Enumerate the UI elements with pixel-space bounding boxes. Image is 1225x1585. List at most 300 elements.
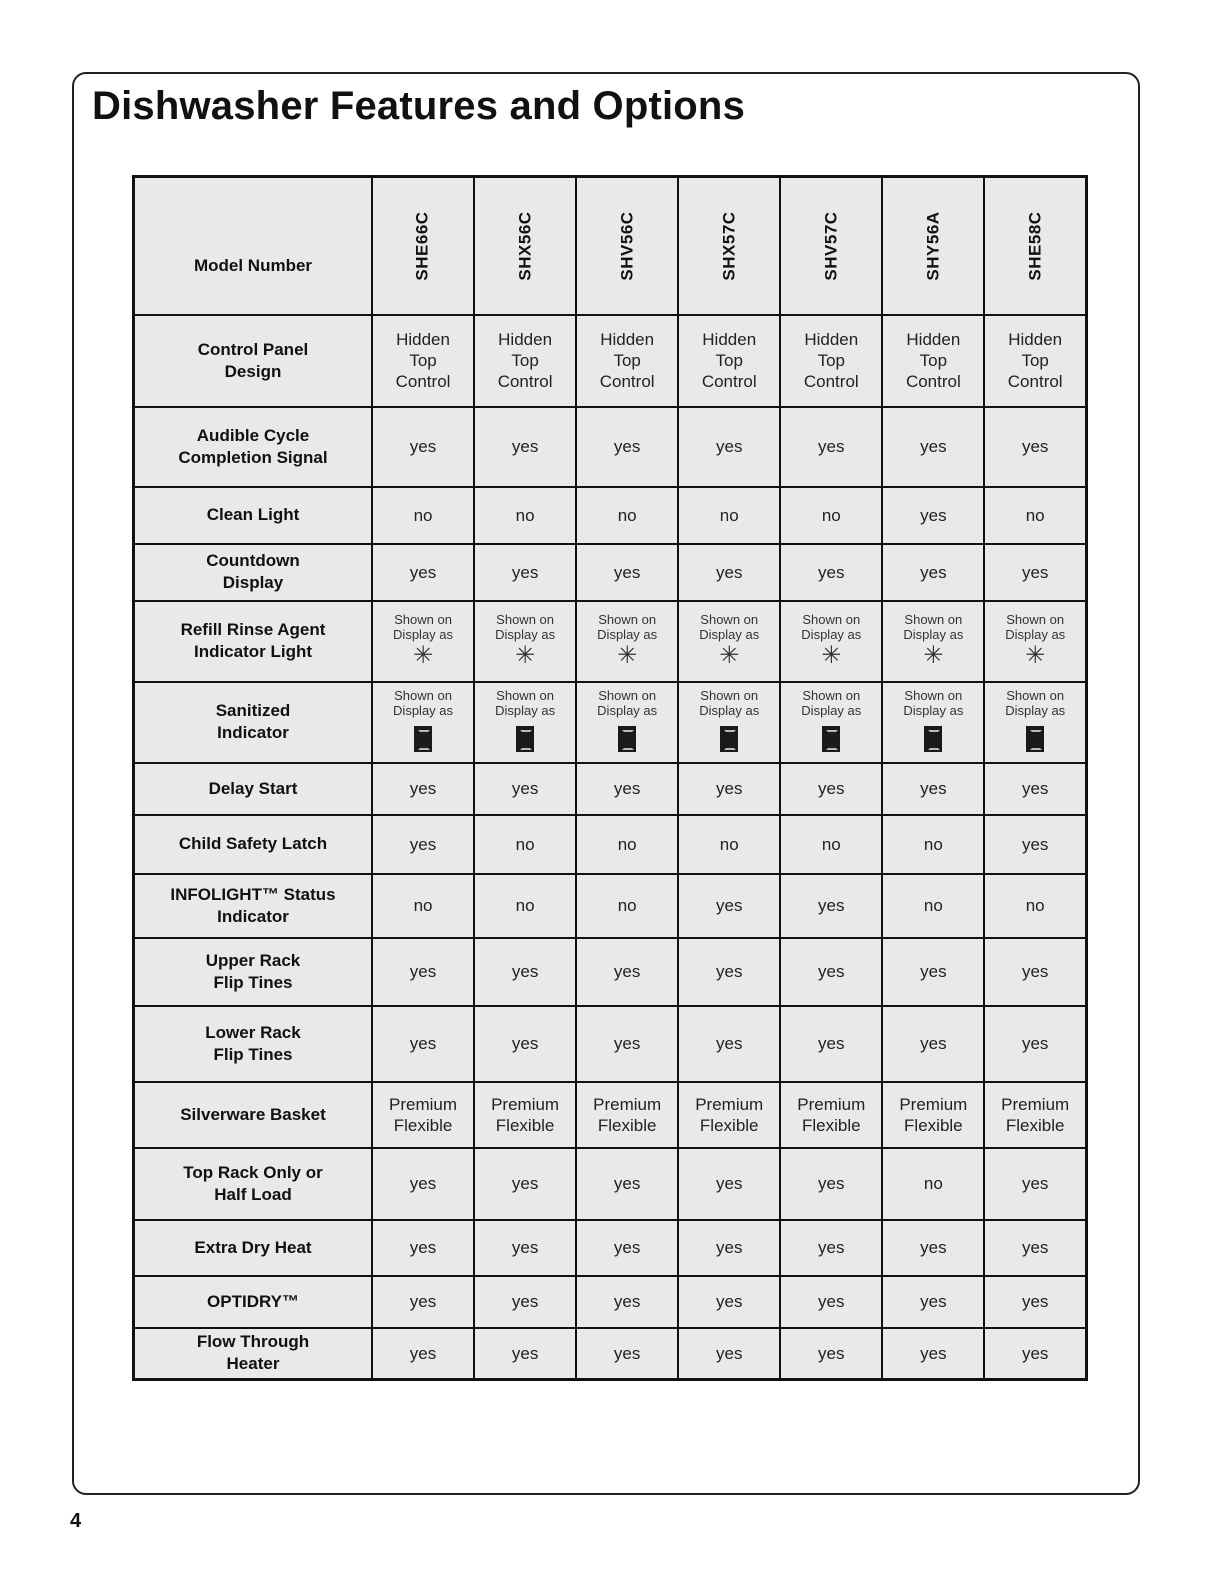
feature-value: yes	[818, 1343, 845, 1363]
feature-value-cell	[678, 1328, 780, 1380]
feature-value: no	[821, 505, 841, 525]
feature-value: yes	[613, 1238, 641, 1257]
feature-value-line: Premium	[1001, 1094, 1070, 1114]
feature-value-line: Premium	[797, 1094, 866, 1114]
feature-value-cell	[474, 1082, 576, 1148]
model-name: SHE58C	[1025, 211, 1045, 281]
feature-value: no	[617, 834, 637, 854]
model-header-cell	[576, 177, 678, 315]
model-name: SHV56C	[617, 211, 637, 281]
model-name: SHX56C	[515, 211, 535, 281]
feature-value-line: Flexible	[495, 1115, 555, 1135]
feature-value-cell	[576, 763, 678, 815]
feature-value-line: Flexible	[1005, 1115, 1065, 1135]
feature-value-cell	[372, 682, 474, 763]
display-note-line1: Shown on	[496, 612, 554, 627]
feature-label-line: Design	[224, 361, 282, 381]
feature-label-line: Half Load	[214, 1184, 292, 1204]
sanitized-s-icon	[1026, 726, 1044, 752]
feature-value-cell	[474, 1220, 576, 1276]
feature-value-cell	[780, 544, 882, 601]
feature-label-line: Flip Tines	[213, 972, 293, 992]
feature-value-cell	[780, 407, 882, 487]
feature-label-line: Display	[222, 573, 284, 592]
feature-value-line: Premium	[389, 1094, 458, 1114]
model-number-label: Model Number	[134, 177, 373, 315]
feature-label-line: INFOLIGHT™ Status	[170, 884, 336, 904]
feature-value-line: Flexible	[904, 1115, 963, 1135]
feature-value: no	[923, 834, 943, 854]
feature-label-line: Top Rack Only or	[183, 1162, 323, 1182]
feature-value-cell	[984, 1220, 1086, 1276]
feature-value: yes	[511, 1238, 539, 1257]
model-header-cell	[780, 177, 882, 315]
feature-value-line: Hidden	[600, 330, 655, 349]
feature-value: yes	[613, 962, 641, 981]
feature-value-cell	[984, 1328, 1086, 1380]
feature-value-cell	[780, 1082, 882, 1148]
feature-value: no	[515, 505, 535, 525]
feature-value-cell	[678, 1148, 780, 1220]
display-note-line1: Shown on	[598, 612, 657, 627]
feature-value: yes	[1021, 779, 1049, 798]
feature-value-cell	[576, 601, 678, 682]
feature-label	[134, 1148, 373, 1220]
feature-value: yes	[715, 1292, 743, 1311]
feature-value-cell	[474, 315, 576, 407]
feature-value-line: Flexible	[801, 1115, 861, 1135]
feature-value-cell	[372, 1148, 474, 1220]
feature-value: yes	[511, 1174, 539, 1193]
display-note-line1: Shown on	[700, 612, 759, 627]
feature-value: no	[617, 896, 637, 915]
feature-row	[134, 1276, 1087, 1328]
feature-value: yes	[715, 437, 743, 456]
feature-value-line: Premium	[899, 1094, 968, 1114]
feature-value: yes	[1021, 962, 1049, 981]
feature-value-cell	[984, 682, 1086, 763]
rinse-agent-asterisk-icon: ✳	[923, 642, 944, 669]
feature-value: yes	[409, 779, 437, 798]
feature-value-cell	[984, 601, 1086, 682]
feature-value-line: Top	[1021, 351, 1049, 370]
feature-value-cell	[984, 763, 1086, 815]
feature-value-cell	[678, 815, 780, 874]
feature-value-cell	[576, 938, 678, 1006]
feature-row	[134, 407, 1087, 487]
model-name: SHE66C	[413, 211, 433, 281]
feature-value-cell	[576, 1082, 678, 1148]
feature-label-line: Upper Rack	[205, 950, 301, 970]
feature-value: no	[719, 834, 739, 854]
feature-value-line: Control	[905, 372, 961, 391]
feature-value: yes	[1021, 1292, 1049, 1311]
feature-value: yes	[409, 1034, 437, 1053]
feature-value-cell	[474, 407, 576, 487]
display-note-line1: Shown on	[496, 687, 554, 703]
feature-value-cell	[678, 1082, 780, 1148]
feature-value-cell	[882, 1220, 984, 1276]
feature-label-line: Silverware Basket	[180, 1104, 326, 1124]
feature-value-cell	[474, 815, 576, 874]
feature-value: yes	[613, 1034, 641, 1053]
feature-value-cell	[372, 1082, 474, 1148]
feature-value-cell	[780, 1006, 882, 1082]
feature-value: yes	[715, 779, 743, 798]
feature-value: no	[515, 896, 535, 915]
feature-value-cell	[576, 407, 678, 487]
feature-value-cell	[984, 938, 1086, 1006]
feature-value-cell	[780, 315, 882, 407]
model-header-cell	[984, 177, 1086, 315]
display-note-line2: Display as	[495, 627, 556, 642]
feature-label	[134, 1220, 373, 1276]
feature-value: yes	[1021, 1238, 1049, 1257]
feature-value-cell	[678, 682, 780, 763]
feature-label	[134, 315, 373, 407]
feature-label	[134, 682, 373, 763]
display-note-line1: Shown on	[1006, 612, 1065, 627]
feature-value-cell	[576, 682, 678, 763]
display-note-line1: Shown on	[598, 687, 657, 703]
sanitized-s-icon	[618, 726, 636, 752]
feature-value: yes	[511, 437, 539, 456]
feature-value-cell	[678, 487, 780, 544]
sanitized-s-icon	[720, 726, 738, 752]
feature-value: yes	[613, 562, 641, 582]
feature-label-line: Heater	[226, 1354, 280, 1374]
feature-value: yes	[818, 1174, 845, 1193]
feature-row	[134, 938, 1087, 1006]
feature-value-cell	[372, 487, 474, 544]
feature-label	[134, 874, 373, 938]
feature-value-cell	[372, 407, 474, 487]
feature-value-cell	[780, 938, 882, 1006]
feature-value: yes	[715, 1174, 743, 1193]
feature-value: yes	[818, 896, 845, 915]
feature-value: yes	[1021, 1343, 1049, 1363]
feature-value-cell	[882, 763, 984, 815]
feature-label	[134, 601, 373, 682]
rinse-agent-asterisk-icon: ✳	[1025, 642, 1046, 669]
feature-value-cell	[372, 601, 474, 682]
feature-value-cell	[474, 487, 576, 544]
feature-value-line: Control	[599, 372, 655, 391]
feature-value: yes	[511, 1292, 539, 1311]
feature-value-cell	[474, 601, 576, 682]
feature-value-cell	[780, 815, 882, 874]
feature-value: no	[719, 505, 739, 525]
feature-label	[134, 815, 373, 874]
feature-value-cell	[576, 1006, 678, 1082]
page-title: Dishwasher Features and Options	[92, 84, 746, 128]
model-name: SHX57C	[719, 211, 739, 281]
rinse-agent-asterisk-icon: ✳	[719, 642, 740, 669]
feature-value-cell	[474, 544, 576, 601]
feature-value-cell	[576, 487, 678, 544]
feature-value-cell	[882, 874, 984, 938]
feature-value: yes	[715, 1034, 743, 1053]
feature-value: yes	[511, 779, 539, 798]
feature-value-line: Control	[803, 372, 859, 391]
rinse-agent-asterisk-icon: ✳	[617, 642, 638, 669]
feature-value-cell	[474, 1148, 576, 1220]
feature-label-line: Completion Signal	[178, 447, 328, 467]
feature-label	[134, 938, 373, 1006]
feature-value: yes	[818, 779, 845, 798]
feature-row	[134, 1082, 1087, 1148]
feature-row	[134, 601, 1087, 682]
display-note-line1: Shown on	[700, 687, 759, 703]
feature-value-line: Hidden	[1008, 330, 1063, 349]
feature-value-cell	[882, 1328, 984, 1380]
feature-label-line: Lower Rack	[205, 1022, 301, 1042]
feature-value: yes	[613, 1343, 641, 1363]
display-note-line1: Shown on	[394, 687, 452, 703]
feature-value-cell	[372, 315, 474, 407]
feature-value: yes	[920, 562, 947, 582]
feature-value-cell	[678, 1276, 780, 1328]
feature-value-line: Hidden	[804, 330, 859, 349]
feature-value-cell	[678, 544, 780, 601]
feature-value-cell	[678, 1220, 780, 1276]
display-note-line1: Shown on	[904, 687, 963, 703]
feature-value-line: Control	[395, 372, 451, 391]
feature-value-line: Top	[715, 351, 743, 370]
feature-value-cell	[882, 1082, 984, 1148]
sanitized-s-icon	[822, 726, 840, 752]
features-table	[132, 175, 1088, 1381]
feature-value-line: Hidden	[396, 330, 450, 349]
feature-value-cell	[372, 938, 474, 1006]
feature-value: yes	[715, 962, 743, 981]
feature-label	[134, 1328, 373, 1380]
feature-value-cell	[780, 1148, 882, 1220]
feature-value-line: Flexible	[699, 1115, 759, 1135]
feature-value-cell	[576, 544, 678, 601]
display-note-line1: Shown on	[904, 612, 963, 627]
display-note-line2: Display as	[801, 627, 862, 642]
feature-label	[134, 1006, 373, 1082]
feature-value-cell	[576, 1276, 678, 1328]
sanitized-s-icon	[924, 726, 942, 752]
feature-value: yes	[613, 1292, 641, 1311]
display-note-line2: Display as	[903, 702, 964, 718]
display-note-line2: Display as	[1005, 627, 1066, 642]
feature-value-cell	[984, 544, 1086, 601]
feature-value: yes	[920, 962, 947, 981]
feature-value: yes	[818, 1238, 845, 1257]
feature-value: yes	[409, 1343, 437, 1363]
feature-label-line: OPTIDRY™	[207, 1291, 299, 1311]
feature-value-line: Hidden	[906, 330, 961, 349]
feature-value-cell	[576, 874, 678, 938]
feature-row	[134, 815, 1087, 874]
feature-label-line: Extra Dry Heat	[194, 1237, 312, 1257]
feature-value-line: Control	[497, 372, 553, 391]
feature-value: yes	[511, 1034, 539, 1053]
feature-row	[134, 682, 1087, 763]
feature-value-cell	[678, 315, 780, 407]
feature-value-cell	[882, 601, 984, 682]
feature-value: yes	[715, 1343, 743, 1363]
feature-value-cell	[474, 1328, 576, 1380]
feature-value-line: Top	[511, 351, 539, 370]
feature-value-cell	[984, 487, 1086, 544]
display-note-line2: Display as	[495, 702, 556, 718]
feature-value-cell	[372, 1328, 474, 1380]
feature-label-line: Child Safety Latch	[178, 834, 328, 853]
feature-value-cell	[678, 938, 780, 1006]
feature-value-line: Top	[919, 351, 948, 370]
feature-value-cell	[882, 1006, 984, 1082]
feature-value-cell	[372, 815, 474, 874]
feature-label-line: Refill Rinse Agent	[180, 620, 326, 639]
model-header-cell	[372, 177, 474, 315]
feature-value: no	[515, 834, 535, 854]
feature-value-cell	[882, 815, 984, 874]
feature-value-cell	[984, 1276, 1086, 1328]
display-note-line2: Display as	[597, 702, 658, 718]
feature-value-cell	[984, 407, 1086, 487]
display-note-line1: Shown on	[394, 612, 452, 627]
feature-value: yes	[1021, 834, 1049, 854]
feature-value-cell	[474, 1276, 576, 1328]
display-note-line2: Display as	[1005, 702, 1066, 718]
feature-value-cell	[780, 601, 882, 682]
display-note-line2: Display as	[699, 702, 760, 718]
feature-value-cell	[678, 874, 780, 938]
feature-value-cell	[882, 544, 984, 601]
feature-value-cell	[372, 544, 474, 601]
feature-value-line: Premium	[695, 1094, 764, 1114]
feature-value-cell	[474, 682, 576, 763]
feature-value-line: Top	[817, 351, 845, 370]
feature-value-cell	[576, 1148, 678, 1220]
feature-row	[134, 1220, 1087, 1276]
feature-value-cell	[984, 815, 1086, 874]
feature-value-cell	[984, 1082, 1086, 1148]
feature-value: yes	[818, 437, 845, 456]
feature-value: yes	[920, 505, 947, 525]
display-note-line2: Display as	[699, 627, 760, 642]
feature-value-line: Top	[613, 351, 641, 370]
feature-value: yes	[409, 962, 437, 981]
feature-value-line: Flexible	[393, 1115, 453, 1135]
display-note-line2: Display as	[903, 627, 964, 642]
display-note-line1: Shown on	[1006, 687, 1065, 703]
feature-label-line: Indicator Light	[193, 642, 313, 661]
feature-value-line: Flexible	[597, 1115, 657, 1135]
feature-label-line: Indicator	[217, 723, 289, 742]
feature-value-cell	[372, 1220, 474, 1276]
feature-value-cell	[678, 763, 780, 815]
feature-value: yes	[409, 834, 437, 854]
feature-value: yes	[1021, 562, 1049, 582]
feature-value: no	[1025, 896, 1045, 915]
feature-value: yes	[409, 1238, 437, 1257]
rinse-agent-asterisk-icon: ✳	[412, 642, 434, 669]
display-note-line1: Shown on	[802, 687, 861, 703]
feature-label	[134, 544, 373, 601]
feature-value: yes	[920, 1292, 947, 1311]
feature-value-cell	[882, 407, 984, 487]
feature-value-cell	[678, 601, 780, 682]
feature-value: yes	[818, 962, 845, 981]
feature-value-line: Hidden	[702, 330, 757, 349]
feature-value-cell	[576, 315, 678, 407]
feature-value-cell	[678, 407, 780, 487]
feature-value-cell	[780, 1220, 882, 1276]
feature-value-cell	[576, 1220, 678, 1276]
model-header-cell	[474, 177, 576, 315]
feature-row	[134, 763, 1087, 815]
feature-value-cell	[780, 763, 882, 815]
feature-value-cell	[780, 1276, 882, 1328]
feature-value: no	[821, 834, 841, 854]
feature-value: yes	[818, 562, 845, 582]
feature-value: yes	[1021, 437, 1049, 456]
feature-row	[134, 1006, 1087, 1082]
feature-value-cell	[372, 874, 474, 938]
feature-value-cell	[882, 682, 984, 763]
feature-row	[134, 1328, 1087, 1380]
feature-row	[134, 544, 1087, 601]
rinse-agent-asterisk-icon: ✳	[515, 642, 536, 669]
feature-value-cell	[474, 874, 576, 938]
feature-label	[134, 1276, 373, 1328]
feature-label	[134, 1082, 373, 1148]
feature-value: yes	[715, 1238, 743, 1257]
feature-value: no	[617, 505, 637, 525]
feature-label-line: Audible Cycle	[196, 425, 310, 445]
feature-value: yes	[409, 437, 437, 456]
feature-row	[134, 1148, 1087, 1220]
feature-label-line: Sanitized	[215, 701, 291, 720]
feature-value: yes	[715, 896, 743, 915]
feature-value: yes	[920, 1034, 947, 1053]
model-header-cell	[678, 177, 780, 315]
feature-value-cell	[984, 874, 1086, 938]
feature-value-line: Premium	[593, 1094, 662, 1114]
feature-label	[134, 487, 373, 544]
feature-value: yes	[409, 1174, 437, 1193]
feature-value-line: Hidden	[498, 330, 553, 349]
feature-value-cell	[780, 487, 882, 544]
page-number: 4	[70, 1510, 82, 1532]
feature-value-cell	[984, 1006, 1086, 1082]
feature-row	[134, 874, 1087, 938]
feature-value: no	[923, 896, 943, 915]
feature-value-cell	[780, 682, 882, 763]
feature-label-line: Flow Through	[196, 1332, 310, 1352]
feature-value: no	[413, 896, 433, 915]
feature-value: yes	[818, 1292, 845, 1311]
feature-value-cell	[576, 1328, 678, 1380]
model-name: SHY56A	[923, 211, 943, 281]
feature-value: yes	[818, 1034, 845, 1053]
display-note-line2: Display as	[393, 627, 454, 642]
feature-value: yes	[613, 1174, 641, 1193]
feature-value-cell	[984, 315, 1086, 407]
feature-value: yes	[715, 562, 743, 582]
feature-value: yes	[613, 779, 641, 798]
feature-value: yes	[920, 437, 947, 456]
feature-value-cell	[474, 938, 576, 1006]
feature-value-line: Top	[409, 351, 437, 370]
feature-label	[134, 407, 373, 487]
feature-value: yes	[920, 1238, 947, 1257]
